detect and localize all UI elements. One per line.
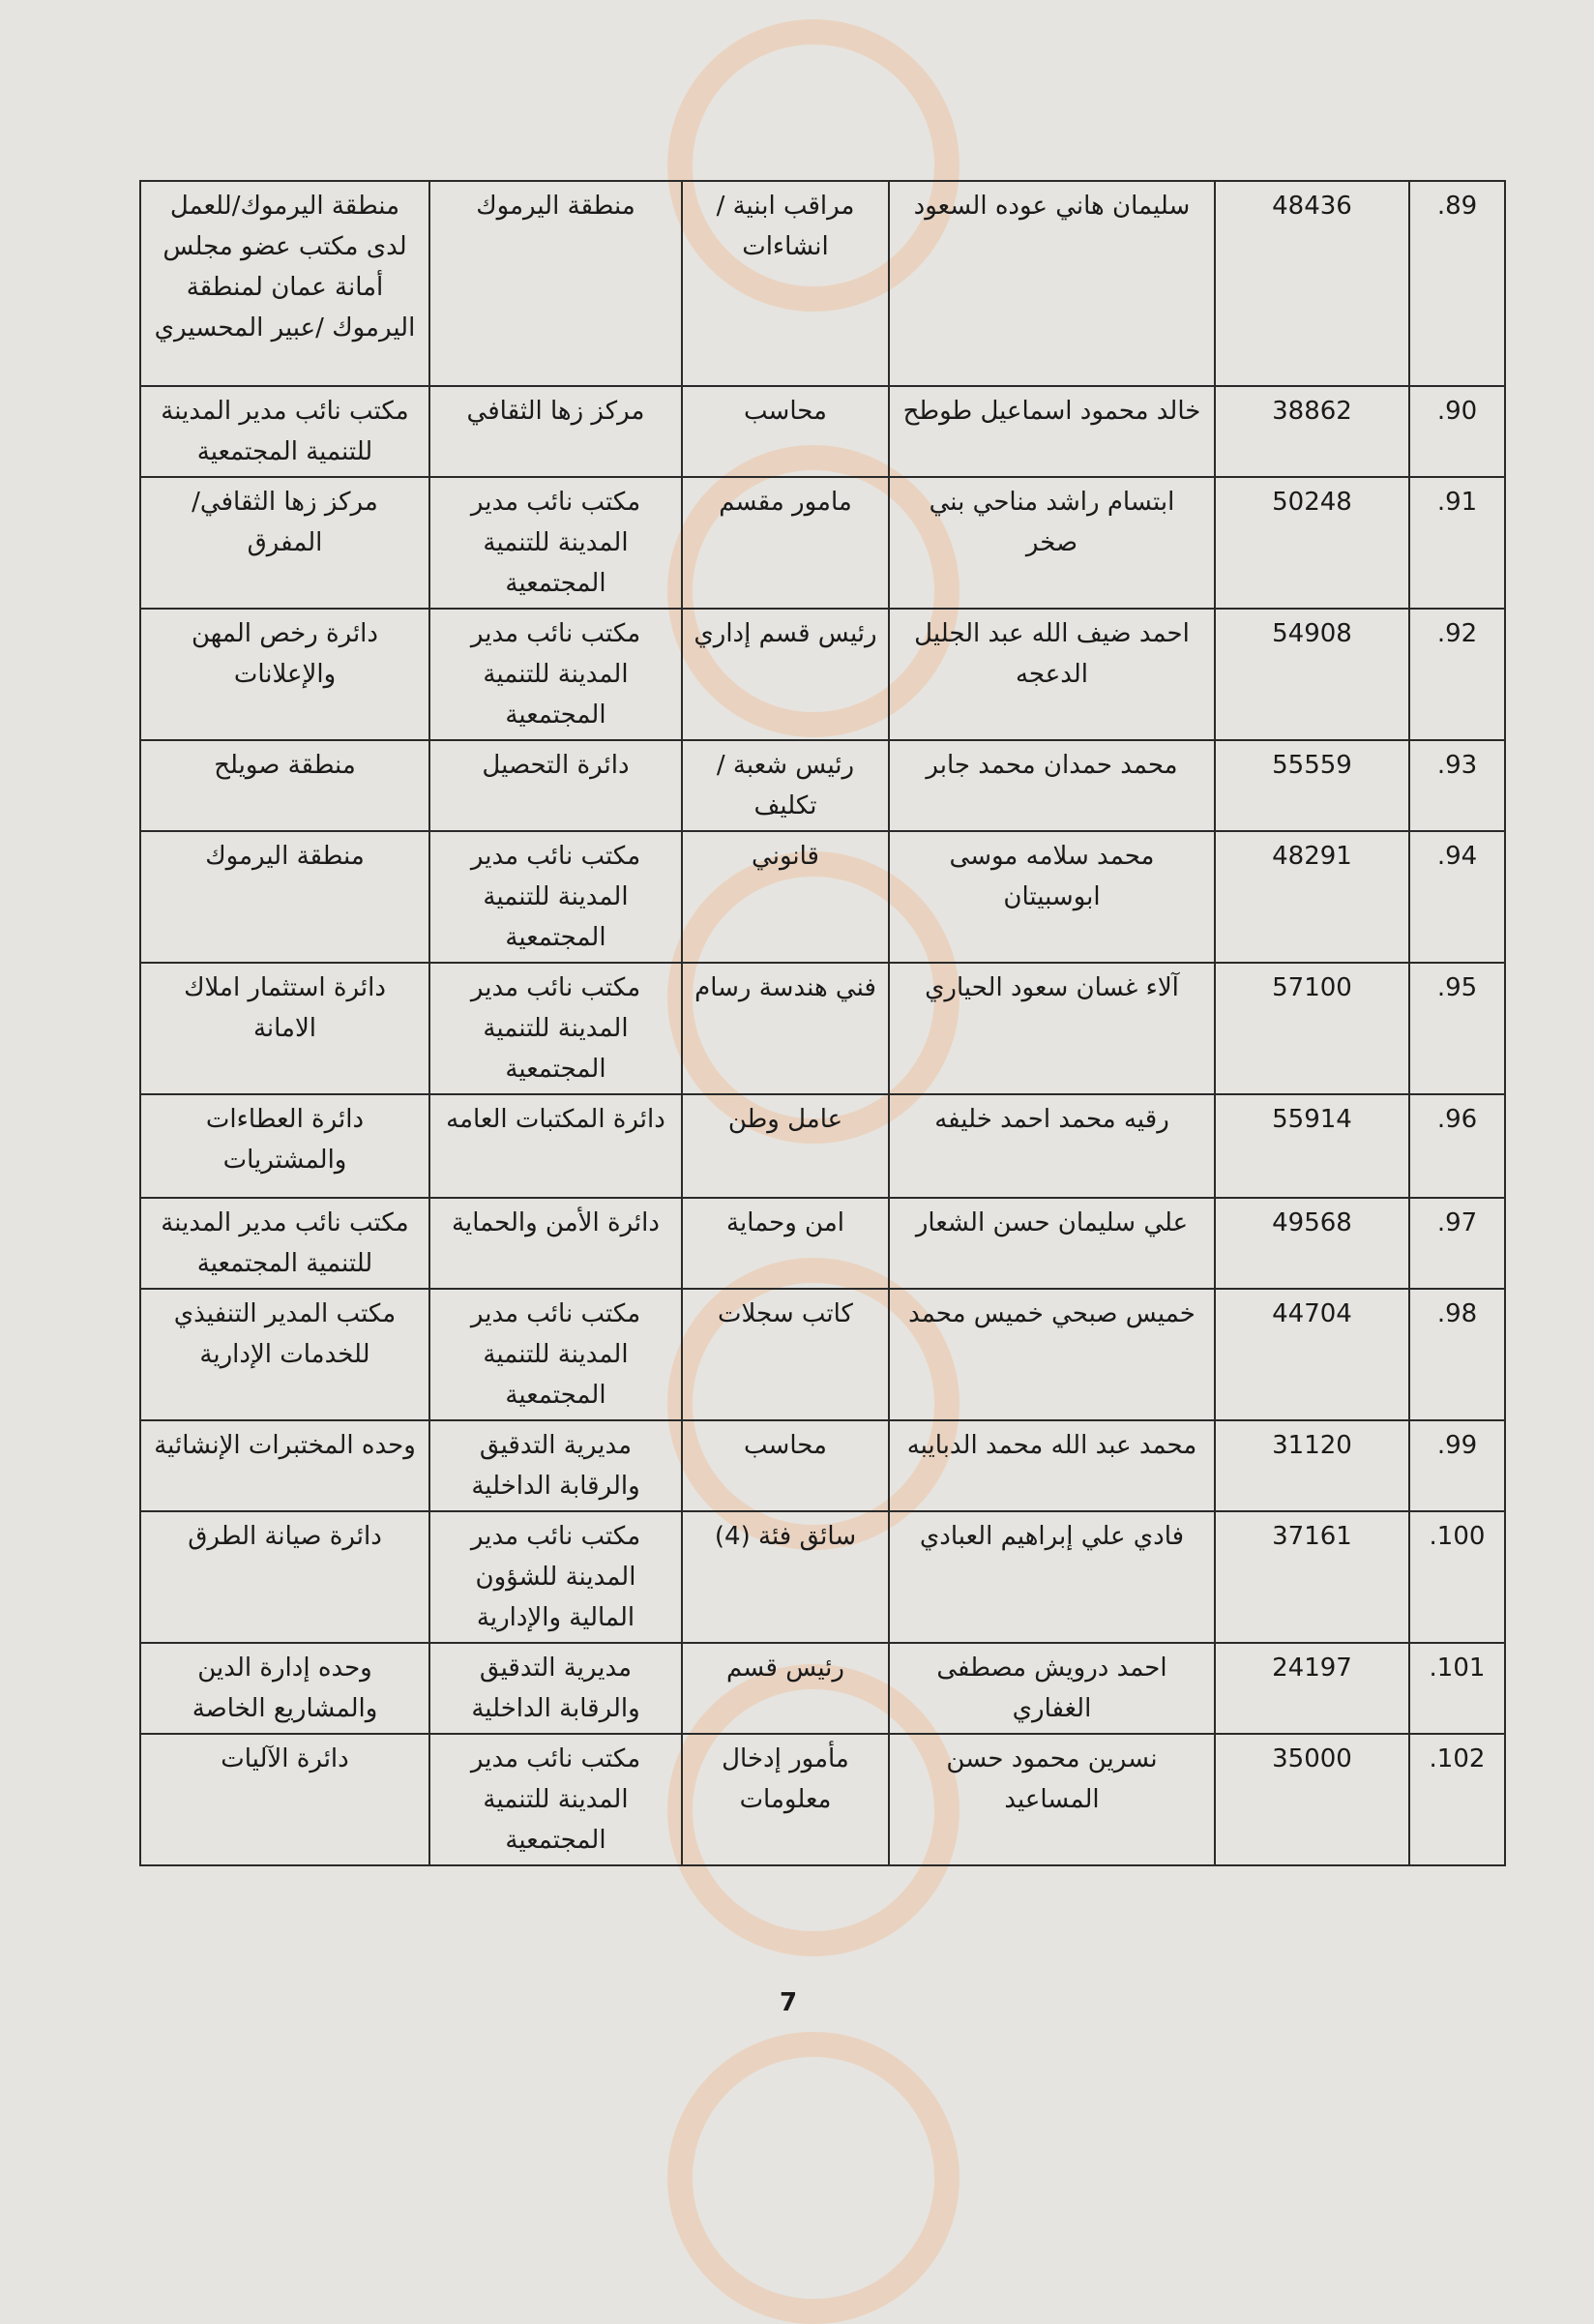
- row-number-cell: [1409, 1643, 1505, 1734]
- job-title-cell: [682, 181, 889, 386]
- row-number-cell: [1409, 477, 1505, 609]
- row-number: .95: [1436, 973, 1478, 1002]
- employee-name: سليمان هاني عوده السعود: [913, 192, 1191, 221]
- employee-name: احمد ضيف الله عبد الجليل الدعجه: [914, 619, 1190, 689]
- new-assignment-cell: [140, 1289, 429, 1420]
- new-assignment: وحده إدارة الدين والمشاريع الخاصة: [192, 1654, 378, 1723]
- employee-name: رقيه محمد احمد خليفه: [934, 1105, 1169, 1134]
- job-title-cell: [682, 963, 889, 1094]
- employee-name-cell: [889, 609, 1215, 740]
- employee-name: فادي علي إبراهيم العبادي: [919, 1522, 1185, 1551]
- row-number-cell: [1409, 831, 1505, 963]
- employee-name: علي سليمان حسن الشعار: [915, 1208, 1189, 1237]
- employee-id: 57100: [1272, 973, 1352, 1002]
- employee-id: 49568: [1272, 1208, 1352, 1237]
- employee-name-cell: [889, 1094, 1215, 1198]
- current-department-cell: [429, 386, 682, 477]
- current-department: مكتب نائب مدير المدينة للتنمية المجتمعية: [470, 1299, 641, 1410]
- row-number: .92: [1436, 619, 1478, 648]
- row-number: .101: [1429, 1654, 1486, 1683]
- job-title: رئيس شعبة /تكليف: [716, 751, 855, 820]
- row-number-cell: [1409, 1734, 1505, 1865]
- job-title: مامور مقسم: [719, 488, 852, 517]
- table-row: [140, 740, 1505, 831]
- job-title: رئيس قسم: [726, 1654, 844, 1683]
- new-assignment-cell: [140, 386, 429, 477]
- employee-id: 48291: [1272, 842, 1352, 871]
- row-number-cell: [1409, 1420, 1505, 1511]
- current-department: مكتب نائب مدير المدينة للتنمية المجتمعية: [470, 973, 641, 1084]
- employee-name-cell: [889, 740, 1215, 831]
- current-department-cell: [429, 1289, 682, 1420]
- new-assignment-cell: [140, 740, 429, 831]
- employee-id-cell: [1215, 831, 1409, 963]
- employee-name: محمد عبد الله محمد الدبايبه: [906, 1431, 1197, 1460]
- row-number: .94: [1436, 842, 1478, 871]
- employee-id-cell: [1215, 1643, 1409, 1734]
- employee-id: 31120: [1272, 1431, 1352, 1460]
- new-assignment-cell: [140, 1511, 429, 1643]
- employee-name: خالد محمود اسماعيل طوطح: [902, 397, 1201, 426]
- employee-id-cell: [1215, 1420, 1409, 1511]
- row-number-cell: [1409, 1198, 1505, 1289]
- employee-name-cell: [889, 1643, 1215, 1734]
- employee-id: 50248: [1272, 488, 1352, 517]
- table-row: [140, 1734, 1505, 1865]
- new-assignment-cell: [140, 1198, 429, 1289]
- current-department-cell: [429, 477, 682, 609]
- table-row: [140, 477, 1505, 609]
- employee-id-cell: [1215, 609, 1409, 740]
- employee-id-cell: [1215, 181, 1409, 386]
- row-number-cell: [1409, 1289, 1505, 1420]
- new-assignment: مكتب المدير التنفيذي للخدمات الإدارية: [173, 1299, 397, 1369]
- job-title: مراقب ابنية / انشاءات: [716, 192, 855, 261]
- job-title: عامل وطن: [727, 1105, 843, 1134]
- row-number-cell: [1409, 609, 1505, 740]
- current-department-cell: [429, 1094, 682, 1198]
- row-number: .90: [1436, 397, 1478, 426]
- job-title-cell: [682, 740, 889, 831]
- job-title: كاتب سجلات: [718, 1299, 853, 1328]
- current-department-cell: [429, 963, 682, 1094]
- job-title-cell: [682, 1420, 889, 1511]
- current-department: مديرية التدقيق والرقابة الداخلية: [471, 1431, 640, 1501]
- new-assignment: دائرة رخص المهن والإعلانات: [192, 619, 378, 689]
- employee-name: محمد حمدان محمد جابر: [926, 751, 1178, 780]
- new-assignment-cell: [140, 477, 429, 609]
- current-department: مكتب نائب مدير المدينة للشؤون المالية والإدارية: [470, 1522, 641, 1632]
- employee-name-cell: [889, 1420, 1215, 1511]
- employee-name-cell: [889, 963, 1215, 1094]
- table-row: [140, 181, 1505, 386]
- employee-id-cell: [1215, 386, 1409, 477]
- job-title-cell: [682, 1094, 889, 1198]
- new-assignment-cell: [140, 1734, 429, 1865]
- employee-name: احمد درويش مصطفى الغفاري: [936, 1654, 1167, 1723]
- job-title: قانوني: [752, 842, 819, 871]
- new-assignment: وحده المختبرات الإنشائية: [154, 1431, 416, 1460]
- job-title-cell: [682, 831, 889, 963]
- new-assignment: دائرة استثمار املاك الامانة: [184, 973, 386, 1043]
- current-department-cell: [429, 1643, 682, 1734]
- employee-name-cell: [889, 477, 1215, 609]
- job-title: محاسب: [744, 397, 827, 426]
- new-assignment-cell: [140, 831, 429, 963]
- employee-id-cell: [1215, 1734, 1409, 1865]
- employee-name-cell: [889, 386, 1215, 477]
- employee-id-cell: [1215, 740, 1409, 831]
- employee-name-cell: [889, 1198, 1215, 1289]
- new-assignment-cell: [140, 181, 429, 386]
- current-department: مكتب نائب مدير المدينة للتنمية المجتمعية: [470, 1744, 641, 1855]
- current-department: مكتب نائب مدير المدينة للتنمية المجتمعية: [470, 842, 641, 952]
- current-department: دائرة التحصيل: [482, 751, 630, 780]
- job-title-cell: [682, 1734, 889, 1865]
- current-department-cell: [429, 1511, 682, 1643]
- employee-name: محمد سلامه موسى ابوسبيتان: [949, 842, 1155, 911]
- current-department: مكتب نائب مدير المدينة للتنمية المجتمعية: [470, 619, 641, 730]
- current-department: مركز زها الثقافي: [466, 397, 645, 426]
- table-row: [140, 831, 1505, 963]
- row-number: .91: [1436, 488, 1478, 517]
- job-title-cell: [682, 609, 889, 740]
- row-number-cell: [1409, 386, 1505, 477]
- new-assignment-cell: [140, 609, 429, 740]
- job-title-cell: [682, 477, 889, 609]
- row-number-cell: [1409, 1094, 1505, 1198]
- page-number: 7: [780, 1988, 798, 2017]
- new-assignment-cell: [140, 1420, 429, 1511]
- row-number: .97: [1436, 1208, 1478, 1237]
- job-title: سائق فئة (4): [714, 1522, 857, 1551]
- job-title-cell: [682, 1643, 889, 1734]
- new-assignment: منطقة صويلح: [214, 751, 356, 780]
- current-department: منطقة اليرموك: [476, 192, 635, 221]
- employee-name-cell: [889, 831, 1215, 963]
- employee-id: 35000: [1272, 1744, 1352, 1773]
- employee-id: 24197: [1272, 1654, 1352, 1683]
- job-title: فني هندسة رسام: [694, 973, 876, 1002]
- table-row: [140, 963, 1505, 1094]
- employee-id: 54908: [1272, 619, 1352, 648]
- employee-name-cell: [889, 1734, 1215, 1865]
- job-title-cell: [682, 386, 889, 477]
- employee-id: 37161: [1272, 1522, 1352, 1551]
- new-assignment-cell: [140, 1094, 429, 1198]
- employee-name-cell: [889, 181, 1215, 386]
- current-department-cell: [429, 181, 682, 386]
- current-department-cell: [429, 831, 682, 963]
- employee-name-cell: [889, 1289, 1215, 1420]
- table-row: [140, 1289, 1505, 1420]
- employee-id-cell: [1215, 477, 1409, 609]
- watermark-clock-icon: [667, 2032, 959, 2324]
- current-department-cell: [429, 609, 682, 740]
- row-number-cell: [1409, 963, 1505, 1094]
- row-number: .100: [1429, 1522, 1486, 1551]
- row-number: .89: [1436, 192, 1478, 221]
- job-title-cell: [682, 1289, 889, 1420]
- row-number: .96: [1436, 1105, 1478, 1134]
- new-assignment-cell: [140, 963, 429, 1094]
- new-assignment: دائرة صيانة الطرق: [188, 1522, 382, 1551]
- row-number-cell: [1409, 740, 1505, 831]
- employee-id: 55914: [1272, 1105, 1352, 1134]
- job-title: امن وحماية: [726, 1208, 844, 1237]
- table-row: [140, 1420, 1505, 1511]
- new-assignment: مكتب نائب مدير المدينة للتنمية المجتمعية: [161, 397, 409, 466]
- employee-id: 48436: [1272, 192, 1352, 221]
- row-number-cell: [1409, 181, 1505, 386]
- row-number: .99: [1436, 1431, 1478, 1460]
- employee-name: آلاء غسان سعود الحياري: [925, 973, 1179, 1002]
- table-row: [140, 1198, 1505, 1289]
- employee-id-cell: [1215, 1094, 1409, 1198]
- employee-name: ابتسام راشد مناحي بني صخر: [929, 488, 1175, 557]
- employee-id-cell: [1215, 963, 1409, 1094]
- employee-id-cell: [1215, 1511, 1409, 1643]
- row-number: .93: [1436, 751, 1478, 780]
- new-assignment: دائرة العطاءات والمشتريات: [205, 1105, 365, 1175]
- employee-id-cell: [1215, 1289, 1409, 1420]
- current-department: مديرية التدقيق والرقابة الداخلية: [471, 1654, 640, 1723]
- employee-id: 44704: [1272, 1299, 1352, 1328]
- current-department: مكتب نائب مدير المدينة للتنمية المجتمعية: [470, 488, 641, 598]
- employee-id: 38862: [1272, 397, 1352, 426]
- employee-id: 55559: [1272, 751, 1352, 780]
- new-assignment: مكتب نائب مدير المدينة للتنمية المجتمعية: [161, 1208, 409, 1278]
- new-assignment: منطقة اليرموك/للعمل لدى مكتب عضو مجلس أمانة عمان لمنطقة اليرموك /عبير المحسيري: [154, 192, 416, 343]
- new-assignment: منطقة اليرموك: [205, 842, 365, 871]
- table-row: [140, 1643, 1505, 1734]
- job-title-cell: [682, 1198, 889, 1289]
- table-row: [140, 609, 1505, 740]
- job-title: رئيس قسم إداري: [694, 619, 877, 648]
- job-title: محاسب: [744, 1431, 827, 1460]
- new-assignment: دائرة الآليات: [221, 1744, 349, 1773]
- employee-name: نسرين محمود حسن المساعيد: [946, 1744, 1158, 1814]
- row-number: .98: [1436, 1299, 1478, 1328]
- row-number: .102: [1429, 1744, 1486, 1773]
- table-row: [140, 1094, 1505, 1198]
- new-assignment-cell: [140, 1643, 429, 1734]
- job-title-cell: [682, 1511, 889, 1643]
- employee-name-cell: [889, 1511, 1215, 1643]
- current-department-cell: [429, 1198, 682, 1289]
- current-department-cell: [429, 1420, 682, 1511]
- job-title: مأمور إدخال معلومات: [722, 1744, 849, 1814]
- row-number-cell: [1409, 1511, 1505, 1643]
- employee-transfer-table: [139, 180, 1506, 1866]
- current-department-cell: [429, 740, 682, 831]
- current-department-cell: [429, 1734, 682, 1865]
- current-department: دائرة المكتبات العامه: [446, 1105, 665, 1134]
- current-department: دائرة الأمن والحماية: [452, 1208, 660, 1237]
- table-row: [140, 386, 1505, 477]
- new-assignment: مركز زها الثقافي/ المفرق: [192, 488, 378, 557]
- employee-id-cell: [1215, 1198, 1409, 1289]
- employee-name: خميس صبحي خميس محمد: [908, 1299, 1196, 1328]
- table-row: [140, 1511, 1505, 1643]
